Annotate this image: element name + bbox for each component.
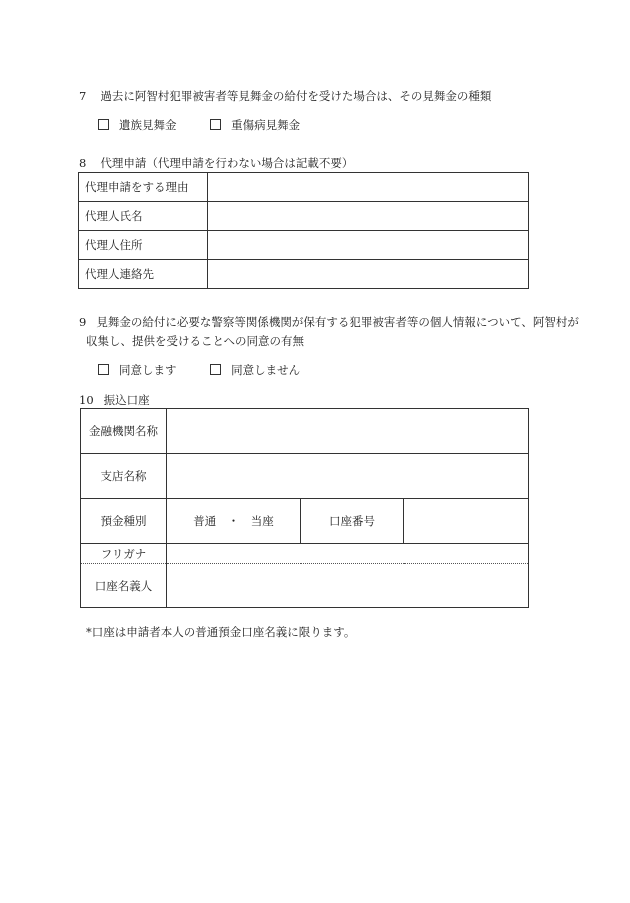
q9-option-disagree[interactable]: 同意しません xyxy=(210,362,300,378)
proxy-address-field[interactable] xyxy=(208,231,529,260)
q9-text-line1: 見舞金の給付に必要な警察等関係機関が保有する犯罪被害者等の個人情報について、阿智村が xyxy=(96,315,579,329)
account-note: *口座は申請者本人の普通預金口座名義に限ります。 xyxy=(86,625,356,639)
q7-text: 過去に阿智村犯罪被害者等見舞金の給付を受けた場合は、その見舞金の種類 xyxy=(100,89,492,103)
bank-table xyxy=(80,408,529,608)
q8-heading xyxy=(79,155,353,171)
q8-number: 8 xyxy=(79,156,87,170)
q7-number: 7 xyxy=(79,89,87,103)
q7-option-injury[interactable]: 重傷病見舞金 xyxy=(210,117,300,133)
bank-name-label: 金融機関名称 xyxy=(81,409,167,454)
proxy-table xyxy=(78,172,529,289)
q10-text: 振込口座 xyxy=(103,393,150,407)
deposit-type-options[interactable]: 普通 ・ 当座 xyxy=(167,499,301,544)
branch-field[interactable] xyxy=(167,454,529,499)
q7-option-bereaved[interactable]: 遺族見舞金 xyxy=(98,117,177,133)
q9-option-agree[interactable]: 同意します xyxy=(98,362,177,378)
deposit-type-label: 預金種別 xyxy=(81,499,167,544)
checkbox-icon[interactable] xyxy=(210,364,221,375)
q9-heading xyxy=(79,314,579,330)
account-number-field[interactable] xyxy=(404,499,529,544)
account-number-label: 口座番号 xyxy=(301,499,404,544)
proxy-name-label: 代理人氏名 xyxy=(79,202,208,231)
proxy-name-field[interactable] xyxy=(208,202,529,231)
account-holder-field[interactable] xyxy=(167,564,529,608)
q7-options xyxy=(98,117,330,133)
q7-heading xyxy=(79,88,491,104)
proxy-reason-label: 代理申請をする理由 xyxy=(79,173,208,202)
checkbox-icon[interactable] xyxy=(98,119,109,130)
checkbox-icon[interactable] xyxy=(98,364,109,375)
q8-text: 代理申請（代理申請を行わない場合は記載不要） xyxy=(100,156,354,170)
furigana-label: フリガナ xyxy=(81,544,167,564)
proxy-contact-field[interactable] xyxy=(208,260,529,289)
q9-options xyxy=(98,362,330,378)
branch-label: 支店名称 xyxy=(81,454,167,499)
q9-number: 9 xyxy=(79,315,87,329)
q10-number: 10 xyxy=(79,393,94,407)
proxy-address-label: 代理人住所 xyxy=(79,231,208,260)
bank-name-field[interactable] xyxy=(167,409,529,454)
proxy-reason-field[interactable] xyxy=(208,173,529,202)
furigana-field[interactable] xyxy=(167,544,529,564)
proxy-contact-label: 代理人連絡先 xyxy=(79,260,208,289)
account-holder-label: 口座名義人 xyxy=(81,564,167,608)
checkbox-icon[interactable] xyxy=(210,119,221,130)
q9-text-line2: 収集し、提供を受けることへの同意の有無 xyxy=(86,334,305,348)
q10-heading xyxy=(79,392,150,408)
